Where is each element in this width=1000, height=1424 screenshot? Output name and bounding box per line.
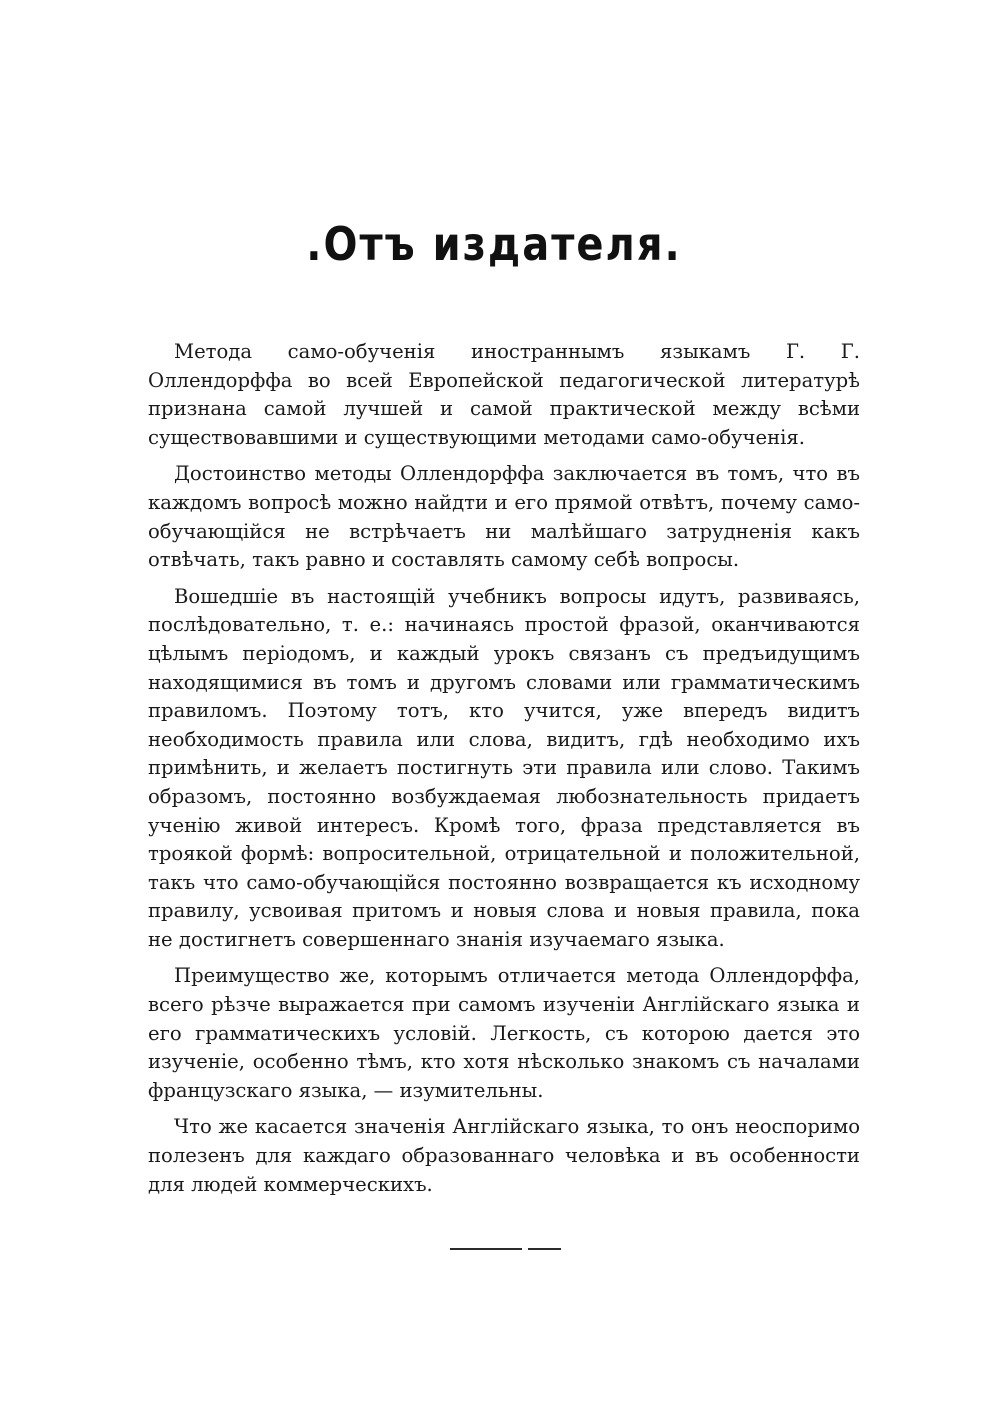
page-title: .Отъ издателя.: [306, 218, 682, 272]
preface-body: [148, 338, 860, 1207]
paragraph: Преимущество же, которымъ отличается метода Оллендорффа, всего рѣзче выражается при самомъ изученіи Англійскаго языка и его грамматическихъ условій. Легкость, съ которою дается это изученіе, особенно тѣмъ, кто хотя нѣсколько знакомъ съ началами французскаго языка, — изумительны.: [148, 964, 860, 1102]
end-divider: [450, 1248, 561, 1250]
paragraph: Что же касается значенія Англійскаго языка, то онъ неоспоримо полезенъ для каждаго образованнаго человѣка и въ особенности для людей коммерческихъ.: [148, 1115, 860, 1196]
paragraph: Метода само-обученія иностраннымъ языкамъ Г. Г. Оллендорффа во всей Европейской педагогической литературѣ признана самой лучшей и самой практической между всѣми существовавшими и существующими методами само-обученія.: [148, 340, 860, 449]
divider-segment: [450, 1248, 522, 1250]
divider-segment: [528, 1248, 561, 1250]
paragraph: Вошедшіе въ настоящій учебникъ вопросы идутъ, развиваясь, послѣдовательно, т. е.: начинаясь простой фразой, оканчиваются цѣлымъ періодомъ, и каждый урокъ связанъ съ предъидущимъ находящимися въ томъ и другомъ словами или грамматическимъ правиломъ. Поэтому тотъ, кто учится, уже впередъ видитъ необходимость правила или слова, видитъ, гдѣ необходимо ихъ примѣнить, и желаетъ постигнуть эти правила или слово. Такимъ образомъ, постоянно возбуждаемая любознательность придаетъ ученію живой интересъ. Кромѣ того, фраза представляется въ троякой формѣ: вопросительной, отрицательной и положительной, такъ что само-обучающійся постоянно возвращается къ исходному правилу, усвоивая притомъ и новыя слова и новыя правила, пока не достигнетъ совершеннаго знанія изучаемаго языка.: [148, 584, 860, 951]
paragraph: Достоинство методы Оллендорффа заключается въ томъ, что въ каждомъ вопросѣ можно найдти и его прямой отвѣтъ, почему само-обучающійся не встрѣчаетъ ни малѣйшаго затрудненія какъ отвѣчать, такъ равно и составлять самому себѣ вопросы.: [148, 462, 860, 572]
